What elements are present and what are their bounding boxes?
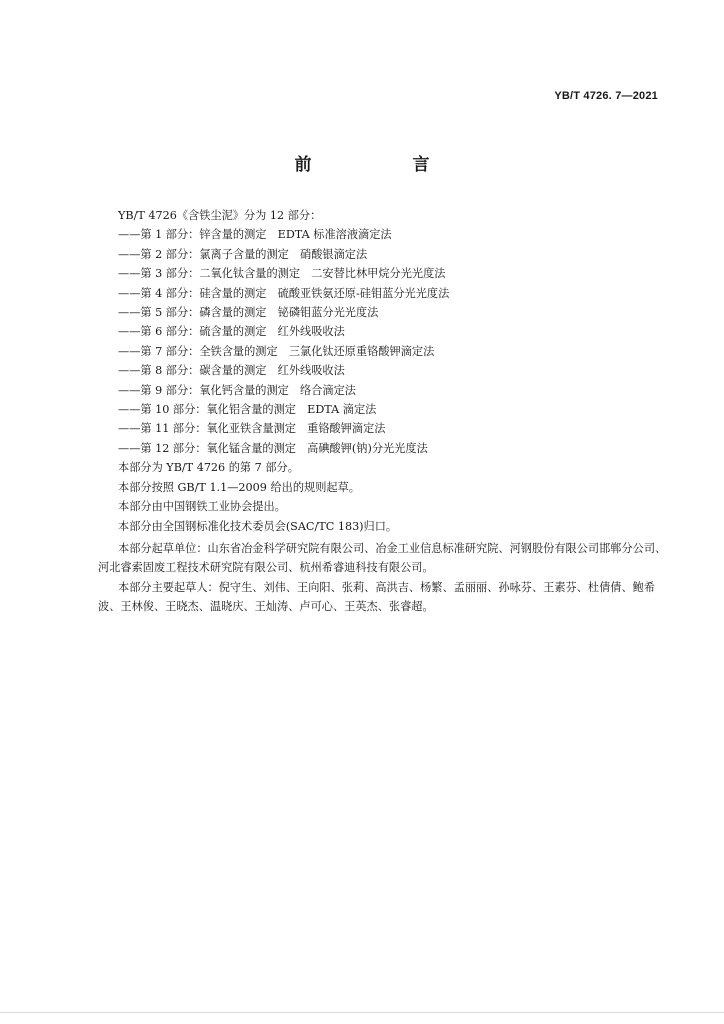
statement-proposed-by: 本部分由中国钢铁工业协会提出。 (118, 500, 286, 514)
page-bottom-rule (0, 1012, 724, 1013)
list-item: ——第 8 部分：碳含量的测定 红外线吸收法 (118, 364, 345, 378)
list-item: ——第 12 部分：氧化锰含量的测定 高碘酸钾(钠)分光光度法 (118, 441, 428, 455)
list-item: ——第 6 部分：硫含量的测定 红外线吸收法 (118, 325, 345, 339)
list-item: ——第 7 部分：全铁含量的测定 三氯化钛还原重铬酸钾滴定法 (118, 344, 435, 358)
foreword-body (118, 206, 678, 536)
intro-line: YB/T 4726《含铁尘泥》分为 12 部分： (118, 209, 322, 222)
list-item: ——第 2 部分：氯离子含量的测定 硝酸银滴定法 (118, 247, 368, 261)
list-item: ——第 9 部分：氧化钙含量的测定 络合滴定法 (118, 383, 356, 397)
page-title: 前 言 (294, 155, 472, 175)
list-item: ——第 3 部分：二氧化钛含量的测定 二安替比林甲烷分光光度法 (118, 267, 446, 281)
statement-centralized-by: 本部分由全国钢标准化技术委员会(SAC/TC 183)归口。 (118, 519, 398, 533)
statement-drafting-rules: 本部分按照 GB/T 1.1—2009 给出的规则起草。 (118, 480, 360, 494)
list-item: ——第 11 部分：氧化亚铁含量测定 重铬酸钾滴定法 (118, 422, 386, 436)
list-item: ——第 10 部分：氧化铝含量的测定 EDTA 滴定法 (118, 403, 377, 417)
standard-code: YB/T 4726. 7—2021 (554, 90, 658, 102)
list-item: ——第 5 部分：磷含量的测定 铋磷钼蓝分光光度法 (118, 306, 379, 320)
list-item: ——第 1 部分：锌含量的测定 EDTA 标准溶液滴定法 (118, 228, 392, 242)
statement-part-number: 本部分为 YB/T 4726 的第 7 部分。 (118, 461, 299, 475)
list-item: ——第 4 部分：硅含量的测定 硫酸亚铁氨还原-硅钼蓝分光光度法 (118, 286, 450, 300)
drafters-paragraph: 本部分主要起草人：倪守生、刘伟、王向阳、张莉、高洪吉、杨繁、孟丽丽、孙咏芬、王素芬、杜倩倩、鲍希波、王林俊、王晓杰、温晓庆、王灿涛、卢可心、王英杰、张睿超。 (98, 581, 656, 614)
drafting-units-paragraph: 本部分起草单位：山东省冶金科学研究院有限公司、冶金工业信息标准研究院、河钢股份有限公司邯郸分公司、河北睿索固废工程技术研究院有限公司、杭州希睿迪科技有限公司。 (98, 542, 667, 575)
